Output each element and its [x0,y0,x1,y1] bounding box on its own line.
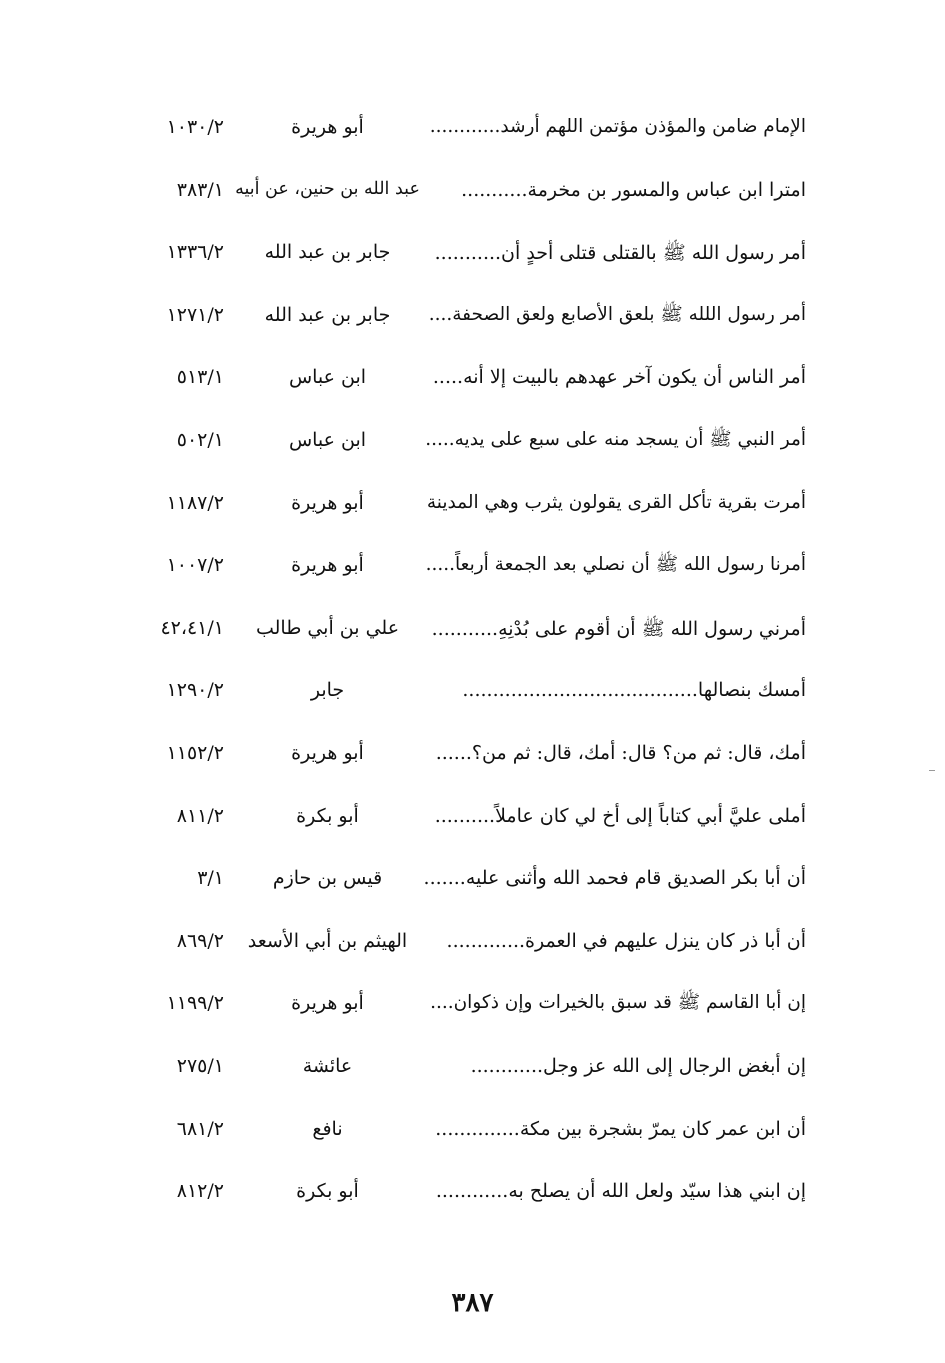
narrator-name: علي بن أبي طالب [255,616,400,639]
index-entry [100,542,820,605]
narrator-name: جابر بن عبد الله [264,303,391,326]
volume-page-reference: ١١٥٢/٢ [166,741,224,764]
index-entry [100,667,820,730]
narrator-name: أبو هريرة [291,992,364,1015]
hadith-text: أمرت بقرية تأكل القرى يقولون يثرب وهي المدينة [426,491,806,513]
volume-page-reference: ١٠٠٧/٢ [166,554,224,577]
volume-page-reference: ١٠٣٠/٢ [166,116,224,138]
narrator-name: أبو هريرة [291,491,364,514]
hadith-text: أن ابن عمر كان يمرّ بشجرة بين مكة.............. [435,1117,806,1140]
hadith-text: امترا ابن عباس والمسور بن مخرمة........... [461,178,806,201]
index-entry [100,1043,820,1106]
hadith-text: أمر رسول اللله ﷺ بلعق الأصابع ولعق الصحفة.... [428,303,806,325]
hadith-text: أمر النبي ﷺ أن يسجد منه على سبع على يديه..... [425,428,806,450]
index-entry [100,354,820,417]
volume-page-reference: ٦٨١/٢ [176,1117,224,1140]
volume-page-reference: ٥١٣/١ [176,366,224,389]
narrator-name: جابر بن عبد الله [264,241,391,264]
hadith-text: أن أبا ذر كان ينزل عليهم في العمرة............. [446,929,806,952]
index-entry [100,980,820,1043]
hadith-index-list [100,104,820,1231]
narrator-name: أبو هريرة [291,116,364,138]
hadith-text: إن أبا القاسم ﷺ قد سبق بالخيرات وإن ذكوان.... [430,992,806,1014]
narrator-name: جابر [310,679,345,702]
narrator-name: ابن عباس [288,366,367,389]
index-entry [100,730,820,793]
volume-page-reference: ٥٠٢/١ [176,428,224,451]
narrator-name: عائشة [302,1054,353,1077]
index-entry [100,855,820,918]
hadith-text: أمسك بنصالها....................................... [462,679,806,702]
index-entry [100,605,820,668]
index-entry [100,417,820,480]
hadith-text: أمر رسول الله ﷺ بالقتلى قتلى أحدٍ أن........... [434,242,806,265]
index-entry [100,292,820,355]
hadith-text: أمر الناس أن يكون آخر عهدهم بالبيت إلا أنه..... [432,366,806,389]
narrator-name: عبد الله بن حنين، عن أبيه [235,178,420,199]
index-entry [100,1106,820,1169]
hadith-text: إن ابني هذا سيّد ولعل الله أن يصلح به............ [435,1180,806,1203]
volume-page-reference: ٣٨٣/١ [176,178,224,201]
hadith-text: أمك، قال: ثم من؟ قال: أمك، قال: ثم من؟...... [435,741,806,764]
hadith-text: أمرني رسول الله ﷺ أن أقوم على بُدْنِهِ........... [431,617,806,640]
volume-page-reference: ٣/١ [197,867,224,890]
narrator-name: أبو هريرة [291,741,364,764]
volume-page-reference: ٨١٢/٢ [176,1180,224,1203]
margin-mark [929,770,935,771]
page-number: ٣٨٧ [451,1288,494,1318]
narrator-name: قيس بن حازم [272,867,383,890]
hadith-text: أن أبا بكر الصديق قام فحمد الله وأثنى عليه....... [423,867,806,890]
index-entry [100,1168,820,1231]
index-entry [100,104,820,167]
volume-page-reference: ١٣٣٦/٢ [166,241,224,264]
narrator-name: أبو بكرة [296,1180,359,1203]
narrator-name: أبو بكرة [296,804,359,827]
narrator-name: أبو هريرة [291,554,364,577]
volume-page-reference: ١٢٩٠/٢ [166,679,224,702]
volume-page-reference: ٢٧٥/١ [176,1054,224,1077]
index-entry [100,480,820,543]
volume-page-reference: ٤٢،٤١/١ [160,616,224,639]
volume-page-reference: ١٢٧١/٢ [166,303,224,326]
hadith-text: إن أبغض الرجال إلى الله عز وجل............ [470,1054,806,1077]
index-entry [100,793,820,856]
index-entry [100,918,820,981]
index-entry [100,167,820,230]
volume-page-reference: ١١٨٧/٢ [166,491,224,514]
volume-page-reference: ٨٦٩/٢ [176,929,224,952]
narrator-name: ابن عباس [288,428,367,451]
hadith-text: أمرنا رسول الله ﷺ أن نصلي بعد الجمعة أربعاً..... [425,554,806,576]
index-entry [100,229,820,292]
hadith-text: الإمام ضامن والمؤذن مؤتمن اللهم أرشد............ [429,116,806,137]
narrator-name: نافع [312,1117,343,1140]
hadith-text: أملى عليَّ أبي كتاباً إلى أخ لي كان عاملاً.......... [434,804,806,827]
narrator-name: الهيثم بن أبي الأسعد [247,929,408,952]
volume-page-reference: ١١٩٩/٢ [166,992,224,1015]
volume-page-reference: ٨١١/٢ [176,804,224,827]
